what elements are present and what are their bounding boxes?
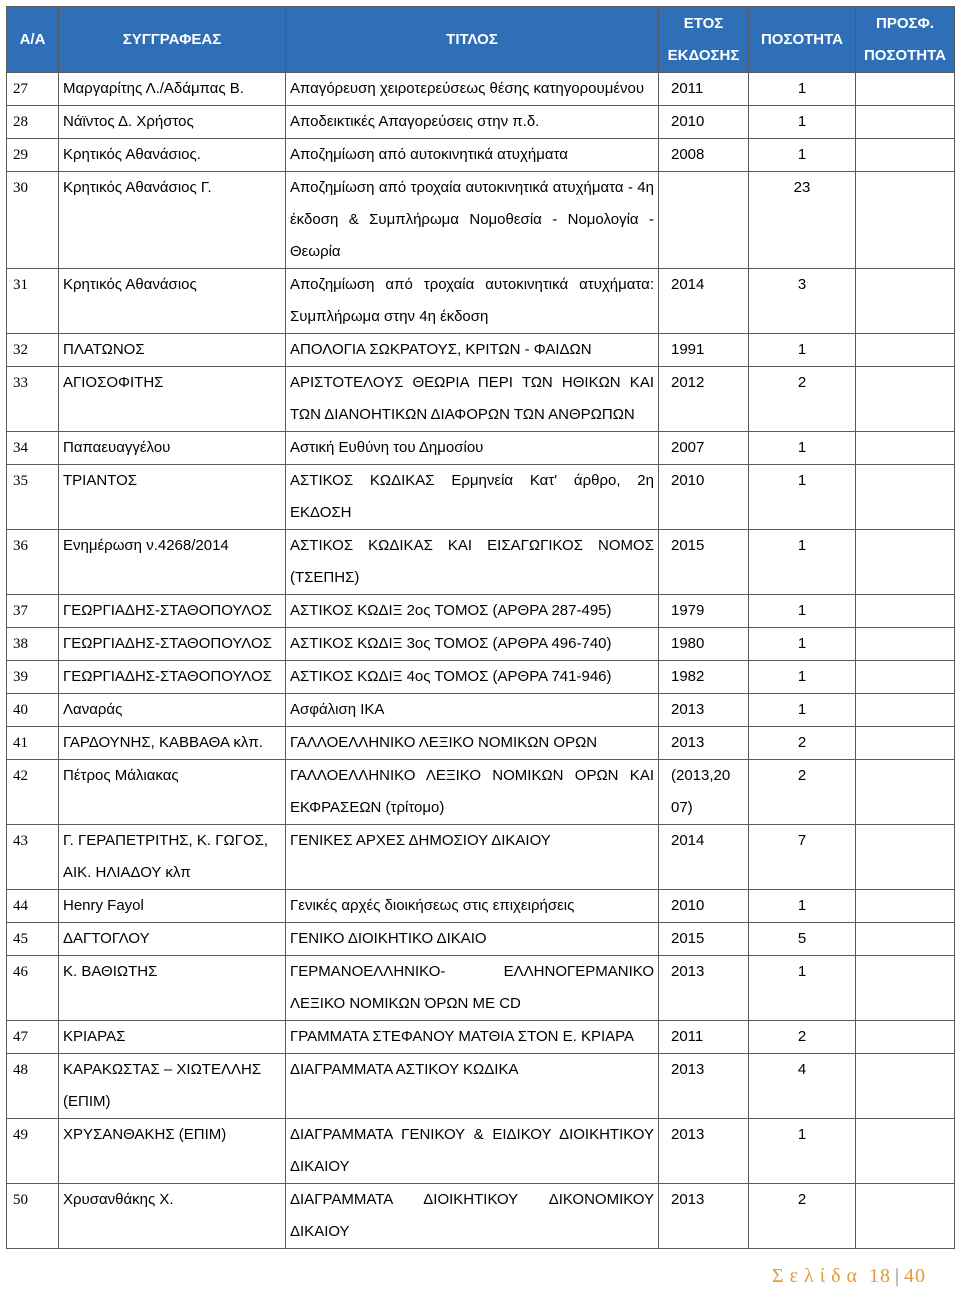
- row-title: ΓΡΑΜΜΑΤΑ ΣΤΕΦΑΝΟΥ ΜΑΤΘΙΑ ΣΤΟΝ Ε. ΚΡΙΑΡΑ: [286, 1021, 659, 1054]
- table-row: [7, 73, 955, 106]
- table-row: [7, 661, 955, 694]
- row-year: 2013: [659, 727, 749, 760]
- row-proposed-quantity: [856, 73, 955, 106]
- row-author: ΚΡΙΑΡΑΣ: [59, 1021, 286, 1054]
- header-aa: [7, 7, 59, 73]
- header-aa-label: Α/Α: [19, 30, 46, 48]
- header-author-label: ΣΥΓΓΡΑΦΕΑΣ: [122, 30, 222, 48]
- row-proposed-quantity: [856, 694, 955, 727]
- row-quantity: 2: [749, 367, 856, 432]
- row-author: Νάϊντος Δ. Χρήστος: [59, 106, 286, 139]
- header-qty: [749, 7, 856, 73]
- row-title: ΔΙΑΓΡΑΜΜΑΤΑ ΓΕΝΙΚΟΥ & ΕΙΔΙΚΟΥ ΔΙΟΙΚΗΤΙΚΟΥ ΔΙΚΑΙΟΥ: [286, 1119, 659, 1184]
- row-title: Γενικές αρχές διοικήσεως στις επιχειρήσεις: [286, 890, 659, 923]
- row-number: 49: [7, 1119, 59, 1184]
- row-number: 30: [7, 172, 59, 269]
- row-proposed-quantity: [856, 432, 955, 465]
- row-title: ΔΙΑΓΡΑΜΜΑΤΑ ΑΣΤΙΚΟΥ ΚΩΔΙΚΑ: [286, 1054, 659, 1119]
- row-title: ΔΙΑΓΡΑΜΜΑΤΑ ΔΙΟΙΚΗΤΙΚΟΥ ΔΙΚΟΝΟΜΙΚΟΥ ΔΙΚΑΙΟΥ: [286, 1184, 659, 1249]
- row-author: Henry Fayol: [59, 890, 286, 923]
- footer-separator: |: [894, 1265, 900, 1287]
- footer-total-pages: 40: [904, 1265, 926, 1287]
- row-proposed-quantity: [856, 661, 955, 694]
- header-proposed-line2: ΠΟΣΟΤΗΤΑ: [863, 46, 947, 64]
- row-number: 41: [7, 727, 59, 760]
- row-author: ΔΑΓΤΟΓΛΟΥ: [59, 923, 286, 956]
- row-title: ΑΣΤΙΚΟΣ ΚΩΔΙΚΑΣ Ερμηνεία Κατ' άρθρο, 2η ΕΚΔΟΣΗ: [286, 465, 659, 530]
- table-row: [7, 1184, 955, 1249]
- row-quantity: 1: [749, 890, 856, 923]
- row-title: Ασφάλιση ΙΚΑ: [286, 694, 659, 727]
- row-proposed-quantity: [856, 595, 955, 628]
- row-quantity: 1: [749, 106, 856, 139]
- row-year: 2014: [659, 269, 749, 334]
- row-title: Αποδεικτικές Απαγορεύσεις στην π.δ.: [286, 106, 659, 139]
- row-author: Κρητικός Αθανάσιος.: [59, 139, 286, 172]
- table-row: [7, 923, 955, 956]
- row-number: 34: [7, 432, 59, 465]
- table-row: [7, 367, 955, 432]
- row-quantity: 5: [749, 923, 856, 956]
- row-year: [659, 172, 749, 269]
- row-proposed-quantity: [856, 727, 955, 760]
- row-year: 2015: [659, 530, 749, 595]
- row-year: 1991: [659, 334, 749, 367]
- header-qty-label: ΠΟΣΟΤΗΤΑ: [760, 30, 844, 48]
- row-author: Γ. ΓΕΡΑΠΕΤΡΙΤΗΣ, Κ. ΓΩΓΟΣ, ΑΙΚ. ΗΛΙΑΔΟΥ κλπ: [59, 825, 286, 890]
- row-quantity: 1: [749, 956, 856, 1021]
- table-row: [7, 172, 955, 269]
- row-number: 42: [7, 760, 59, 825]
- row-year: 2013: [659, 1054, 749, 1119]
- row-year: 2013: [659, 1184, 749, 1249]
- row-proposed-quantity: [856, 172, 955, 269]
- table-row: [7, 530, 955, 595]
- row-quantity: 23: [749, 172, 856, 269]
- row-quantity: 1: [749, 465, 856, 530]
- row-quantity: 1: [749, 139, 856, 172]
- row-title: ΑΡΙΣΤΟΤΕΛΟΥΣ ΘΕΩΡΙΑ ΠΕΡΙ ΤΩΝ ΗΘΙΚΩΝ ΚΑΙ ΤΩΝ ΔΙΑΝΟΗΤΙΚΩΝ ΔΙΑΦΟΡΩΝ ΤΩΝ ΑΝΘΡΩΠΩΝ: [286, 367, 659, 432]
- row-title: ΓΑΛΛΟΕΛΛΗΝΙΚΟ ΛΕΞΙΚΟ ΝΟΜΙΚΩΝ ΟΡΩΝ ΚΑΙ ΕΚΦΡΑΣΕΩΝ (τρίτομο): [286, 760, 659, 825]
- row-number: 46: [7, 956, 59, 1021]
- header-title: [286, 7, 659, 73]
- table-row: [7, 269, 955, 334]
- row-title: Απαγόρευση χειροτερεύσεως θέσης κατηγορουμένου: [286, 73, 659, 106]
- row-quantity: 1: [749, 661, 856, 694]
- row-title: Αποζημίωση από τροχαία αυτοκινητικά ατυχήματα: Συμπλήρωμα στην 4η έκδοση: [286, 269, 659, 334]
- row-quantity: 1: [749, 334, 856, 367]
- header-row: [7, 7, 955, 73]
- header-proposed-line1: ΠΡΟΣΦ.: [876, 14, 934, 32]
- row-proposed-quantity: [856, 367, 955, 432]
- row-author: ΠΛΑΤΩΝΟΣ: [59, 334, 286, 367]
- table-row: [7, 825, 955, 890]
- footer-page-number: 18: [868, 1265, 891, 1287]
- row-quantity: 1: [749, 628, 856, 661]
- row-number: 50: [7, 1184, 59, 1249]
- row-year: 2013: [659, 1119, 749, 1184]
- row-quantity: 1: [749, 432, 856, 465]
- row-number: 44: [7, 890, 59, 923]
- row-number: 48: [7, 1054, 59, 1119]
- row-author: ΓΕΩΡΓΙΑΔΗΣ-ΣΤΑΘΟΠΟΥΛΟΣ: [59, 595, 286, 628]
- row-year: 2010: [659, 465, 749, 530]
- row-proposed-quantity: [856, 1021, 955, 1054]
- table-row: [7, 1021, 955, 1054]
- table-row: [7, 595, 955, 628]
- row-year: 2010: [659, 890, 749, 923]
- table-row: [7, 628, 955, 661]
- row-quantity: 1: [749, 73, 856, 106]
- row-author: Μαργαρίτης Λ./Αδάμπας Β.: [59, 73, 286, 106]
- row-quantity: 1: [749, 1119, 856, 1184]
- header-title-label: ΤΙΤΛΟΣ: [446, 30, 498, 48]
- table-row: [7, 1119, 955, 1184]
- row-year: 2010: [659, 106, 749, 139]
- row-author: ΓΕΩΡΓΙΑΔΗΣ-ΣΤΑΘΟΠΟΥΛΟΣ: [59, 628, 286, 661]
- row-quantity: 1: [749, 530, 856, 595]
- row-title: ΑΣΤΙΚΟΣ ΚΩΔΙΞ 2ος ΤΟΜΟΣ (ΑΡΘΡΑ 287-495): [286, 595, 659, 628]
- row-quantity: 4: [749, 1054, 856, 1119]
- row-year: 1982: [659, 661, 749, 694]
- row-year: 2011: [659, 1021, 749, 1054]
- row-proposed-quantity: [856, 530, 955, 595]
- header-year-line2: ΕΚΔΟΣΗΣ: [667, 46, 740, 64]
- row-quantity: 7: [749, 825, 856, 890]
- row-proposed-quantity: [856, 106, 955, 139]
- row-number: 40: [7, 694, 59, 727]
- row-title: Αποζημίωση από αυτοκινητικά ατυχήματα: [286, 139, 659, 172]
- table-row: [7, 727, 955, 760]
- row-proposed-quantity: [856, 825, 955, 890]
- table-body: [7, 73, 955, 1249]
- table-row: [7, 760, 955, 825]
- row-author: ΚΑΡΑΚΩΣΤΑΣ – ΧΙΩΤΕΛΛΗΣ (ΕΠΙΜ): [59, 1054, 286, 1119]
- row-number: 39: [7, 661, 59, 694]
- row-number: 28: [7, 106, 59, 139]
- row-year: 1980: [659, 628, 749, 661]
- row-proposed-quantity: [856, 1054, 955, 1119]
- header-year: [659, 7, 749, 73]
- row-proposed-quantity: [856, 890, 955, 923]
- footer-label: Σελίδα: [771, 1265, 863, 1287]
- row-number: 29: [7, 139, 59, 172]
- row-author: ΧΡΥΣΑΝΘΑΚΗΣ (ΕΠΙΜ): [59, 1119, 286, 1184]
- row-year: 2013: [659, 956, 749, 1021]
- table-row: [7, 956, 955, 1021]
- row-author: ΤΡΙΑΝΤΟΣ: [59, 465, 286, 530]
- row-proposed-quantity: [856, 334, 955, 367]
- row-year: 2012: [659, 367, 749, 432]
- row-title: ΑΣΤΙΚΟΣ ΚΩΔΙΚΑΣ ΚΑΙ ΕΙΣΑΓΩΓΙΚΟΣ ΝΟΜΟΣ (ΤΣΕΠΗΣ): [286, 530, 659, 595]
- row-title: ΓΑΛΛΟΕΛΛΗΝΙΚΟ ΛΕΞΙΚΟ ΝΟΜΙΚΩΝ ΟΡΩΝ: [286, 727, 659, 760]
- row-number: 33: [7, 367, 59, 432]
- row-author: Κ. ΒΑΘΙΩΤΗΣ: [59, 956, 286, 1021]
- row-quantity: 2: [749, 760, 856, 825]
- row-title: Αστική Ευθύνη του Δημοσίου: [286, 432, 659, 465]
- header-year-line1: ΕΤΟΣ: [683, 14, 724, 32]
- row-proposed-quantity: [856, 760, 955, 825]
- row-proposed-quantity: [856, 1119, 955, 1184]
- table-row: [7, 106, 955, 139]
- row-year: 2015: [659, 923, 749, 956]
- row-title: ΑΣΤΙΚΟΣ ΚΩΔΙΞ 3ος ΤΟΜΟΣ (ΑΡΘΡΑ 496-740): [286, 628, 659, 661]
- row-quantity: 1: [749, 595, 856, 628]
- row-title: ΓΕΝΙΚΟ ΔΙΟΙΚΗΤΙΚΟ ΔΙΚΑΙΟ: [286, 923, 659, 956]
- table-row: [7, 334, 955, 367]
- row-quantity: 3: [749, 269, 856, 334]
- table-row: [7, 1054, 955, 1119]
- row-quantity: 2: [749, 1021, 856, 1054]
- row-number: 43: [7, 825, 59, 890]
- table-row: [7, 465, 955, 530]
- row-number: 38: [7, 628, 59, 661]
- page-footer: [772, 1265, 926, 1288]
- row-proposed-quantity: [856, 923, 955, 956]
- row-proposed-quantity: [856, 628, 955, 661]
- row-number: 47: [7, 1021, 59, 1054]
- row-author: ΓΑΡΔΟΥΝΗΣ, ΚΑΒΒΑΘΑ κλπ.: [59, 727, 286, 760]
- row-proposed-quantity: [856, 956, 955, 1021]
- row-title: ΑΣΤΙΚΟΣ ΚΩΔΙΞ 4ος ΤΟΜΟΣ (ΑΡΘΡΑ 741-946): [286, 661, 659, 694]
- table-row: [7, 432, 955, 465]
- row-title: ΓΕΡΜΑΝΟΕΛΛΗΝΙΚΟ- ΕΛΛΗΝΟΓΕΡΜΑΝΙΚΟ ΛΕΞΙΚΟ ΝΟΜΙΚΩΝ ΌΡΩΝ ΜΕ CD: [286, 956, 659, 1021]
- row-author: Κρητικός Αθανάσιος: [59, 269, 286, 334]
- row-proposed-quantity: [856, 139, 955, 172]
- row-number: 37: [7, 595, 59, 628]
- row-year: 2013: [659, 694, 749, 727]
- row-author: Ενημέρωση ν.4268/2014: [59, 530, 286, 595]
- row-year: 2014: [659, 825, 749, 890]
- books-table: [6, 6, 955, 1249]
- header-proposed: [856, 7, 955, 73]
- table-row: [7, 694, 955, 727]
- row-number: 31: [7, 269, 59, 334]
- row-title: ΑΠΟΛΟΓΙΑ ΣΩΚΡΑΤΟΥΣ, ΚΡΙΤΩΝ - ΦΑΙΔΩΝ: [286, 334, 659, 367]
- row-proposed-quantity: [856, 465, 955, 530]
- table-row: [7, 890, 955, 923]
- row-author: ΑΓΙΟΣΟΦΙΤΗΣ: [59, 367, 286, 432]
- row-year: 2008: [659, 139, 749, 172]
- row-author: Πέτρος Μάλιακας: [59, 760, 286, 825]
- row-year: 1979: [659, 595, 749, 628]
- row-author: ΓΕΩΡΓΙΑΔΗΣ-ΣΤΑΘΟΠΟΥΛΟΣ: [59, 661, 286, 694]
- row-title: ΓΕΝΙΚΕΣ ΑΡΧΕΣ ΔΗΜΟΣΙΟΥ ΔΙΚΑΙΟΥ: [286, 825, 659, 890]
- row-year: 2011: [659, 73, 749, 106]
- row-quantity: 2: [749, 727, 856, 760]
- row-number: 36: [7, 530, 59, 595]
- row-author: Κρητικός Αθανάσιος Γ.: [59, 172, 286, 269]
- table-header: [7, 7, 955, 73]
- row-year: (2013,20 07): [659, 760, 749, 825]
- row-number: 32: [7, 334, 59, 367]
- row-title: Αποζημίωση από τροχαία αυτοκινητικά ατυχήματα - 4η έκδοση & Συμπλήρωμα Νομοθεσία - Νομολογία - Θεωρία: [286, 172, 659, 269]
- row-number: 45: [7, 923, 59, 956]
- row-author: Λαναράς: [59, 694, 286, 727]
- row-quantity: 2: [749, 1184, 856, 1249]
- table-row: [7, 139, 955, 172]
- row-author: Παπαευαγγέλου: [59, 432, 286, 465]
- row-number: 27: [7, 73, 59, 106]
- row-quantity: 1: [749, 694, 856, 727]
- row-proposed-quantity: [856, 1184, 955, 1249]
- row-year: 2007: [659, 432, 749, 465]
- row-proposed-quantity: [856, 269, 955, 334]
- row-author: Χρυσανθάκης Χ.: [59, 1184, 286, 1249]
- row-number: 35: [7, 465, 59, 530]
- header-author: [59, 7, 286, 73]
